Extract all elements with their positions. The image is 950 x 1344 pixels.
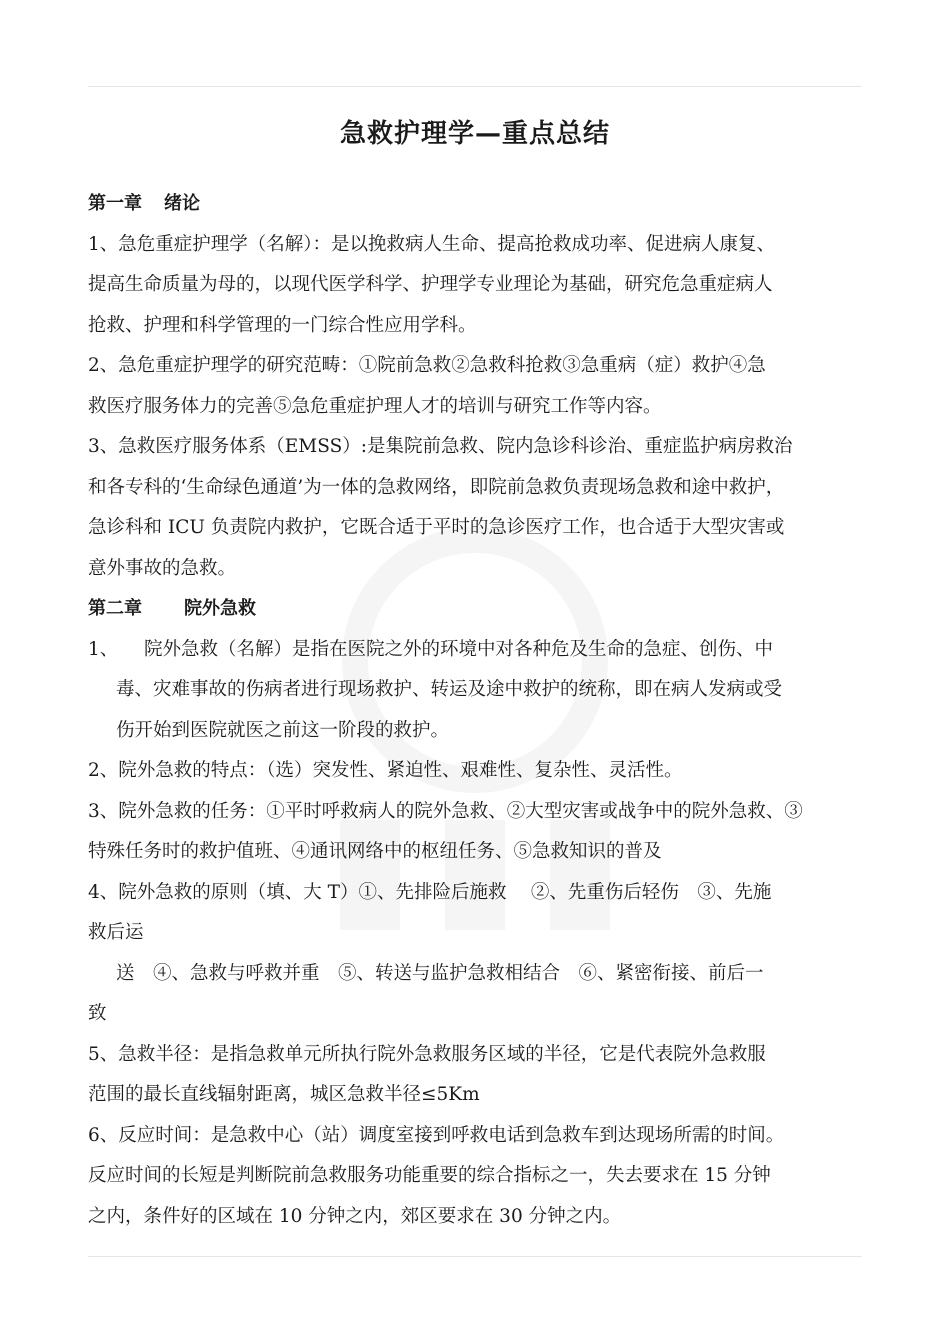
text-line: 3、急救医疗服务体系（EMSS）:是集院前急救、院内急诊科诊治、重症监护病房救治 [88, 436, 793, 457]
footer-rule [88, 1256, 862, 1257]
chapter-number: 第一章 [88, 193, 142, 214]
text-line: 反应时间的长短是判断院前急救服务功能重要的综合指标之一，失去要求在 15 分钟 [88, 1165, 771, 1186]
page-title: 急救护理学—重点总结 [339, 119, 610, 149]
text-line: 抢救、护理和科学管理的一门综合性应用学科。 [88, 314, 477, 336]
text-line: 致 [88, 1003, 107, 1024]
chapter-1-heading [88, 184, 868, 225]
text-line: 伤开始到医院就医之前这一阶段的救护。 [116, 719, 450, 741]
chapter-title: 绪论 [164, 193, 200, 214]
text-line: 救后运 [88, 922, 144, 943]
text-line: 范围的最长直线辐射距离，城区急救半径≤5Km [88, 1084, 480, 1105]
text-line: 2、院外急救的特点：（选）突发性、紧迫性、艰难性、复杂性、灵活性。 [88, 760, 683, 781]
text-line: 2、急危重症护理学的研究范畴：①院前急救②急救科抢救③急重病（症）救护④急 [88, 355, 766, 376]
text-line: 救医疗服务体力的完善⑤急危重症护理人才的培训与研究工作等内容。 [88, 395, 662, 417]
text-line: 提高生命质量为母的，以现代医学科学、护理学专业理论为基础，研究危急重症病人 [88, 274, 773, 295]
text-line: 5、急救半径：是指急救单元所执行院外急救服务区域的半径，它是代表院外急救服 [88, 1043, 766, 1065]
text-line: 之内，条件好的区域在 10 分钟之内，郊区要求在 30 分钟之内。 [88, 1205, 622, 1227]
text-line: 急诊科和 ICU 负责院内救护，它既合适于平时的急诊医疗工作，也合适于大型灾害或 [88, 517, 785, 538]
text-line: 4、院外急救的原则（填、大 T）①、先排险后施救 ②、先重伤后轻伤 ③、先施 [88, 881, 772, 903]
chapter-number: 第二章 [88, 598, 142, 619]
text-line: 毒、灾难事故的伤病者进行现场救护、转运及途中救护的统称，即在病人发病或受 [116, 679, 783, 700]
text-line: 特殊任务时的救护值班、④通讯网络中的枢纽任务、⑤急救知识的普及 [88, 841, 662, 862]
text-line: 3、院外急救的任务：①平时呼救病人的院外急救、②大型灾害或战争中的院外急救、③ [88, 800, 803, 822]
document-body [88, 184, 868, 1237]
chapter-title: 院外急救 [184, 598, 256, 619]
header-rule [88, 86, 862, 87]
text-line: 6、反应时间：是急救中心（站）调度室接到呼救电话到急救车到达现场所需的时间。 [88, 1124, 785, 1146]
text-line: 送 ④、急救与呼救并重 ⑤、转送与监护急救相结合 ⑥、紧密衔接、前后一 [116, 962, 764, 984]
chapter-2-heading [88, 589, 868, 630]
text-line: 意外事故的急救。 [88, 557, 237, 579]
list-item-first-line [88, 630, 868, 671]
text-line: 1、急危重症护理学（名解）：是以挽救病人生命、提高抢救成功率、促进病人康复、 [88, 233, 776, 255]
list-number: 1、 [88, 638, 119, 660]
list-text: 院外急救（名解）是指在医院之外的环境中对各种危及生命的急症、创伤、中 [144, 638, 774, 660]
text-line: 和各专科的‘生命绿色通道’为一体的急救网络，即院前急救负责现场急救和途中救护， [88, 476, 785, 498]
